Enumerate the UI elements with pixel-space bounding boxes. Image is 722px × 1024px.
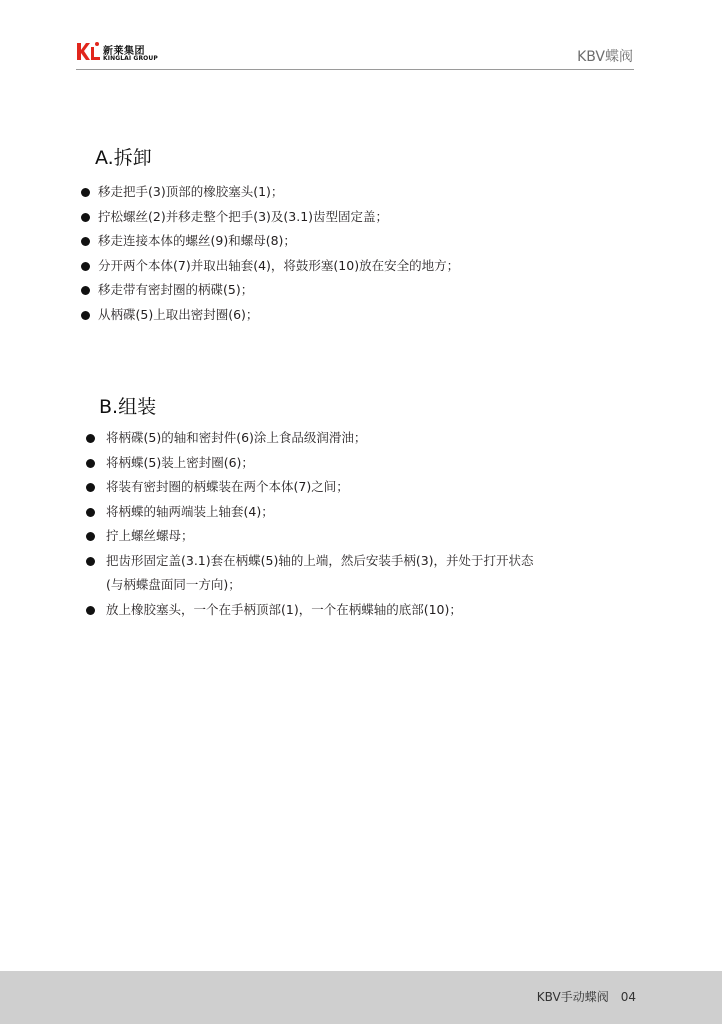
footer-label — [537, 988, 636, 1005]
section-a-list — [80, 180, 459, 327]
section-b-title: B.组装 — [99, 396, 157, 418]
list-item: 将柄蝶(5)装上密封圈(6)； — [86, 451, 534, 476]
page-number: 04 — [620, 990, 636, 1004]
list-item: 将柄蝶的轴两端装上轴套(4)； — [86, 500, 534, 525]
list-item: 分开两个本体(7)并取出轴套(4)，将鼓形塞(10)放在安全的地方； — [80, 254, 459, 279]
page-header — [0, 0, 722, 72]
list-item: 拧上螺丝螺母； — [86, 524, 534, 549]
list-item: 拧松螺丝(2)并移走整个把手(3)及(3.1)齿型固定盖； — [80, 205, 459, 230]
section-a-title: A.拆卸 — [95, 147, 152, 169]
list-item: 放上橡胶塞头，一个在手柄顶部(1)，一个在柄蝶轴的底部(10)； — [86, 598, 534, 623]
logo-english-name: KINGLAI GROUP — [103, 55, 158, 62]
page-footer — [0, 971, 722, 1024]
footer-title: KBV手动蝶阀 — [536, 990, 609, 1004]
section-b-list — [86, 426, 534, 622]
kinglai-logo-icon — [76, 40, 102, 64]
list-item: 移走连接本体的螺丝(9)和螺母(8)； — [80, 229, 459, 254]
header-divider — [76, 69, 634, 70]
logo-chinese-name: 新莱集团 — [103, 46, 145, 57]
document-title: KBV蝶阀 — [577, 49, 633, 65]
list-item: 从柄碟(5)上取出密封圈(6)； — [80, 303, 459, 328]
list-item: 移走把手(3)顶部的橡胶塞头(1)； — [80, 180, 459, 205]
list-item: 将柄碟(5)的轴和密封件(6)涂上食品级润滑油； — [86, 426, 534, 451]
company-logo — [76, 40, 186, 66]
list-item-continuation: (与柄蝶盘面同一方向)； — [106, 577, 241, 592]
list-item: 移走带有密封圈的柄碟(5)； — [80, 278, 459, 303]
list-item: 将装有密封圈的柄蝶装在两个本体(7)之间； — [86, 475, 534, 500]
list-item: 把齿形固定盖(3.1)套在柄蝶(5)轴的上端，然后安装手柄(3)，并处于打开状态 — [86, 549, 534, 574]
